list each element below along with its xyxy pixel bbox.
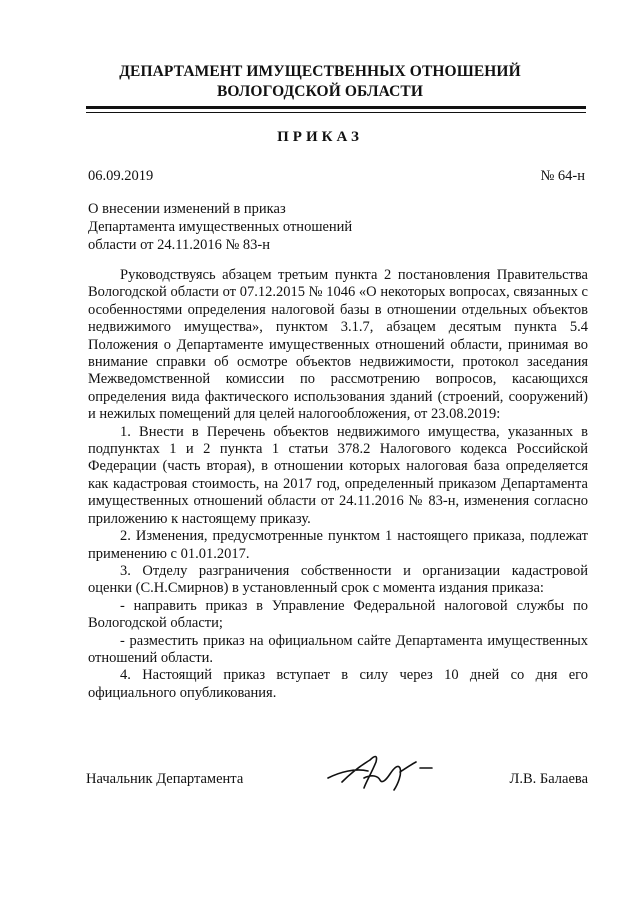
subject-line: Департамента имущественных отношений bbox=[88, 219, 353, 235]
handwritten-signature bbox=[320, 738, 450, 798]
document-number: № 64-н bbox=[540, 168, 585, 184]
header-rule-thin bbox=[86, 112, 586, 113]
preamble-paragraph: Руководствуясь абзацем третьим пункта 2 постановления Правительства Вологодской области от 07.12.2015 № 1046 «О некоторых вопросах, связанных с особенностями определения налоговой базы в отношении отдельных объектов недвижимого имущества», пунктом 3.1.7, абзацем десятым пункта 5.4 Положения о Департаменте имущественных отношений области, принимая во внимание справки об осмотре объектов недвижимости, протокол заседания Межведомственной комиссии по рассмотрению вопросов, касающихся определения вида фактического использования зданий (строений, сооружений) и нежилых помещений для целей налогообложения, от 23.08.2019: bbox=[88, 267, 588, 423]
letterhead-line-1: ДЕПАРТАМЕНТ ИМУЩЕСТВЕННЫХ ОТНОШЕНИЙ bbox=[119, 63, 521, 80]
letterhead-line-2: ВОЛОГОДСКОЙ ОБЛАСТИ bbox=[216, 83, 424, 100]
document-date: 06.09.2019 bbox=[88, 168, 154, 184]
subitem-paragraph: - направить приказ в Управление Федеральной налоговой службы по Вологодской области; bbox=[88, 597, 588, 632]
item-paragraph: 1. Внести в Перечень объектов недвижимого имущества, указанных в подпунктах 1 и 2 пункта 1 статьи 378.2 Налогового кодекса Российской Федерации (часть вторая), в отношении которых налоговая база определяется как кадастровая стоимость, на 2017 год, определенный приказом Департамента имущественных отношений области от 24.11.2016 № 83-н, изменения согласно приложению к настоящему приказу. bbox=[88, 423, 588, 527]
subitem-paragraph: - разместить приказ на официальном сайте Департамента имущественных отношений области. bbox=[88, 632, 588, 666]
header-rule-thick bbox=[86, 106, 586, 109]
signatory-name: Л.В. Балаева bbox=[509, 771, 588, 787]
item-paragraph: 4. Настоящий приказ вступает в силу через 10 дней со дня его официального опубликования. bbox=[88, 667, 588, 701]
letterhead bbox=[60, 62, 580, 102]
document-title: ПРИКАЗ bbox=[277, 129, 363, 145]
subject-line: О внесении изменений в приказ bbox=[88, 201, 286, 217]
signatory-position: Начальник Департамента bbox=[86, 771, 244, 787]
subject-line: области от 24.11.2016 № 83-н bbox=[88, 237, 271, 253]
document-body bbox=[88, 267, 588, 702]
item-paragraph: 2. Изменения, предусмотренные пунктом 1 настоящего приказа, подлежат применению с 01.01.2017. bbox=[88, 528, 588, 562]
item-paragraph: 3. Отделу разграничения собственности и организации кадастровой оценки (С.Н.Смирнов) в установленный срок с момента издания приказа: bbox=[88, 562, 588, 597]
document-subject bbox=[88, 200, 408, 254]
